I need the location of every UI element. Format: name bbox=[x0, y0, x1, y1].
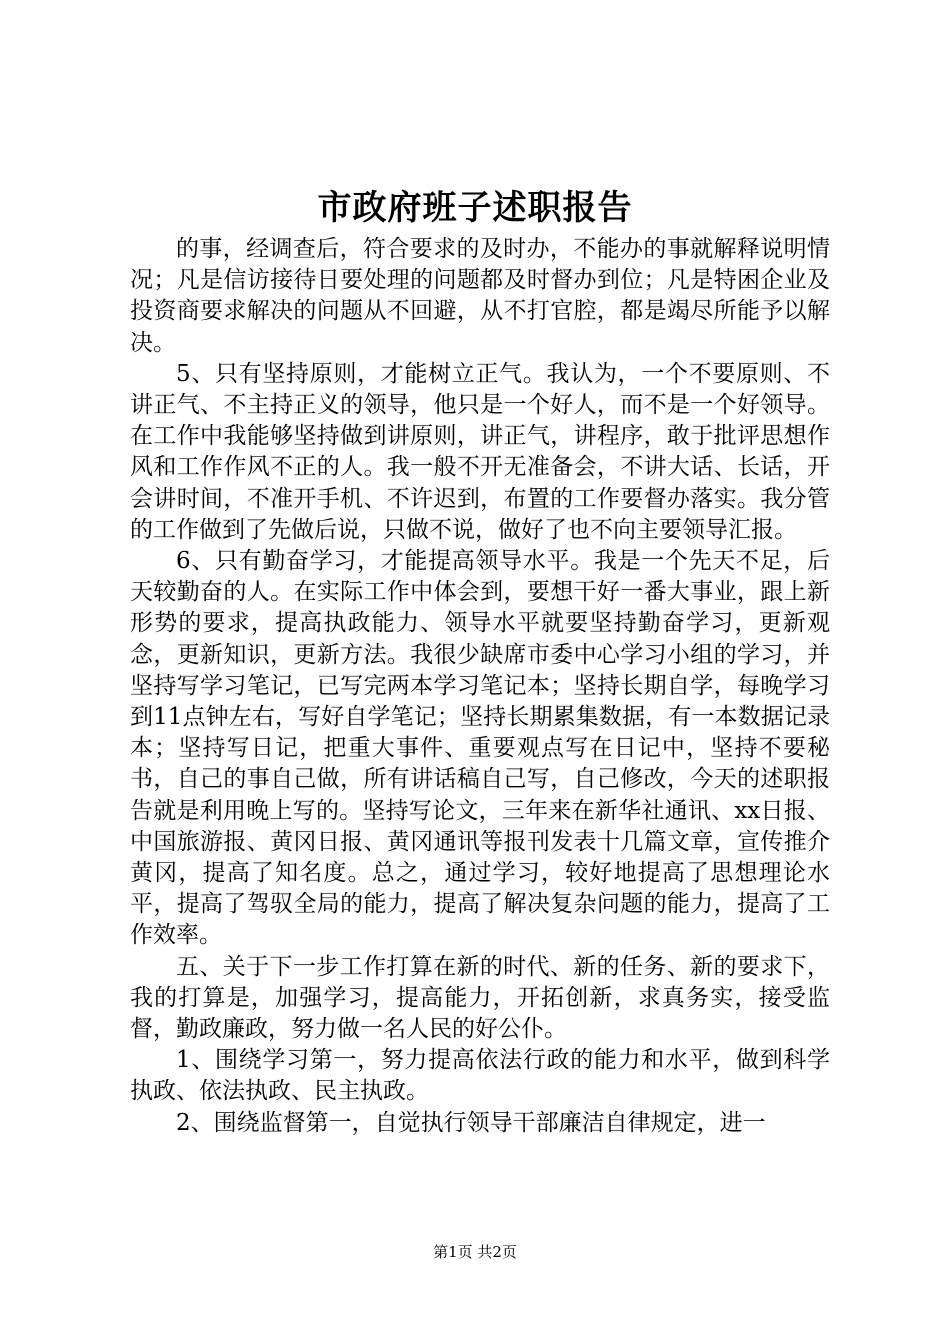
document-body bbox=[130, 234, 830, 1139]
paragraph-1: 的事，经调查后，符合要求的及时办，不能办的事就解释说明情况；凡是信访接待日要处理的问题都及时督办到位；凡是特困企业及投资商要求解决的问题从不回避，从不打官腔，都是竭尽所能予以解决。 bbox=[130, 236, 830, 356]
paragraph-6: 2、围绕监督第一，自觉执行领导干部廉洁自律规定，进一 bbox=[176, 1109, 766, 1136]
paragraph-4: 五、关于下一步工作打算在新的时代、新的任务、新的要求下，我的打算是，加强学习，提高能力，开拓创新，求真务实，接受监督，勤政廉政，努力做一名人民的好公仆。 bbox=[130, 953, 830, 1043]
paragraph-2: 5、只有坚持原则，才能树立正气。我认为，一个不要原则、不讲正气、不主持正义的领导，他只是一个好人，而不是一个好领导。在工作中我能够坚持做到讲原则，讲正气，讲程序，敢于批评思想作风和工作作风不正的人。我一般不开无准备会，不讲大话、长话，开会讲时间，不准开手机、不许迟到，布置的工作要督办落实。我分管的工作做到了先做后说，只做不说，做好了也不向主要领导汇报。 bbox=[130, 360, 830, 543]
paragraph-5: 1、围绕学习第一，努力提高依法行政的能力和水平，做到科学执政、依法执政、民主执政。 bbox=[130, 1047, 830, 1105]
page-title: 市政府班子述职报告 bbox=[317, 188, 633, 228]
page-footer: 第1页 共2页 bbox=[433, 1243, 517, 1261]
paragraph-3: 6、只有勤奋学习，才能提高领导水平。我是一个先天不足，后天较勤奋的人。在实际工作中体会到，要想干好一番大事业，跟上新形势的要求，提高执政能力、领导水平就要坚持勤奋学习，更新观念，更新知识，更新方法。我很少缺席市委中心学习小组的学习，并坚持写学习笔记，已写完两本学习笔记本；坚持长期自学，每晚学习到11点钟左右，写好自学笔记；坚持长期累集数据，有一本数据记录本；坚持写日记，把重大事件、重要观点写在日记中，坚持不要秘书，自己的事自己做，所有讲话稿自己写，自己修改，今天的述职报告就是利用晚上写的。坚持写论文，三年来在新华社通讯、xx日报、中国旅游报、黄冈日报、黄冈通讯等报刊发表十几篇文章，宣传推介黄冈，提高了知名度。总之，通过学习，较好地提高了思想理论水平，提高了驾驭全局的能力，提高了解决复杂问题的能力，提高了工作效率。 bbox=[130, 548, 830, 949]
